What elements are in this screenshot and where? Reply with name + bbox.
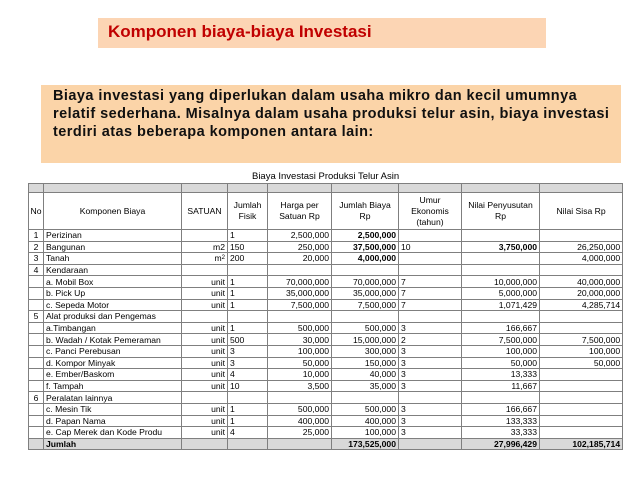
cell-fisik: 1 (228, 230, 268, 242)
cell-no (29, 345, 44, 357)
cell-no (29, 415, 44, 427)
cell-satuan: unit (182, 287, 228, 299)
cell-komponen: c. Sepeda Motor (44, 299, 182, 311)
cell-satuan: unit (182, 403, 228, 415)
cell-satuan: unit (182, 322, 228, 334)
cell-no: 4 (29, 264, 44, 276)
cell-umur: 3 (399, 357, 462, 369)
cell-penyusutan: 11,667 (462, 380, 540, 392)
cell-biaya: 4,000,000 (332, 253, 399, 265)
cell-fisik: 4 (228, 369, 268, 381)
slide-title: Komponen biaya-biaya Investasi (108, 22, 372, 41)
cell-satuan: unit (182, 334, 228, 346)
cell-penyusutan: 166,667 (462, 403, 540, 415)
spacer-row (29, 184, 623, 193)
total-label: Jumlah (44, 438, 182, 450)
cell-satuan: unit (182, 357, 228, 369)
cell-komponen: f. Tampah (44, 380, 182, 392)
cell-komponen: a.Timbangan (44, 322, 182, 334)
superscript: 2 (221, 255, 225, 262)
investment-table-container (28, 171, 622, 450)
cell-harga: 7,500,000 (268, 299, 332, 311)
header-harga: Harga per Satuan Rp (268, 193, 332, 230)
cell-sisa: 7,500,000 (540, 334, 623, 346)
intro-box (41, 85, 621, 163)
cell-penyusutan (462, 253, 540, 265)
cell-satuan: unit (182, 427, 228, 439)
cell-biaya: 40,000 (332, 369, 399, 381)
cell-harga: 500,000 (268, 322, 332, 334)
cell-komponen: b. Pick Up (44, 287, 182, 299)
cell-fisik (228, 264, 268, 276)
cell-komponen: Bangunan (44, 241, 182, 253)
table-row (29, 264, 623, 276)
table-total-row (29, 438, 623, 450)
cell-sisa (540, 322, 623, 334)
cell-satuan (182, 264, 228, 276)
cell-no (29, 369, 44, 381)
cell-sisa (540, 427, 623, 439)
cell-komponen: b. Wadah / Kotak Pemeraman (44, 334, 182, 346)
cell-biaya: 2,500,000 (332, 230, 399, 242)
total-sisa: 102,185,714 (540, 438, 623, 450)
cell-sisa (540, 380, 623, 392)
cell-komponen: a. Mobil Box (44, 276, 182, 288)
cell-fisik: 4 (228, 427, 268, 439)
cell-harga (268, 311, 332, 323)
title-banner (98, 18, 546, 48)
cell-fisik: 1 (228, 299, 268, 311)
cell-biaya: 70,000,000 (332, 276, 399, 288)
cell-umur: 2 (399, 334, 462, 346)
cell-komponen: d. Papan Nama (44, 415, 182, 427)
header-sisa: Nilai Sisa Rp (540, 193, 623, 230)
table-row (29, 357, 623, 369)
cell-biaya (332, 311, 399, 323)
cell-no: 2 (29, 241, 44, 253)
cell-komponen: d. Kompor Minyak (44, 357, 182, 369)
cell-harga (268, 392, 332, 404)
cell-biaya (332, 264, 399, 276)
cell-umur: 3 (399, 415, 462, 427)
cell-sisa (540, 403, 623, 415)
cell-fisik: 1 (228, 276, 268, 288)
cell-no (29, 427, 44, 439)
cell-fisik: 3 (228, 345, 268, 357)
cell-komponen: Alat produksi dan Pengemas (44, 311, 182, 323)
table-row (29, 334, 623, 346)
cell-penyusutan: 10,000,000 (462, 276, 540, 288)
table-caption: Biaya Investasi Produksi Telur Asin (251, 171, 400, 182)
cell-biaya: 400,000 (332, 415, 399, 427)
header-komponen: Komponen Biaya (44, 193, 182, 230)
cell-sisa: 50,000 (540, 357, 623, 369)
table-caption-row (29, 171, 623, 184)
table-row (29, 230, 623, 242)
cell-no (29, 299, 44, 311)
cell-sisa: 4,285,714 (540, 299, 623, 311)
cell-fisik: 1 (228, 415, 268, 427)
table-row (29, 345, 623, 357)
table-row (29, 311, 623, 323)
total-empty-cell (268, 438, 332, 450)
cell-sisa (540, 369, 623, 381)
cell-fisik (228, 392, 268, 404)
cell-penyusutan (462, 392, 540, 404)
cell-satuan (182, 230, 228, 242)
cell-sisa: 40,000,000 (540, 276, 623, 288)
cell-umur: 7 (399, 287, 462, 299)
cell-harga: 2,500,000 (268, 230, 332, 242)
cell-penyusutan: 166,667 (462, 322, 540, 334)
cell-fisik: 200 (228, 253, 268, 265)
cell-umur (399, 253, 462, 265)
cell-penyusutan: 5,000,000 (462, 287, 540, 299)
investment-table (28, 171, 623, 450)
cell-harga: 25,000 (268, 427, 332, 439)
table-row (29, 403, 623, 415)
cell-biaya: 500,000 (332, 322, 399, 334)
table-header-row (29, 193, 623, 230)
header-no: No (29, 193, 44, 230)
cell-penyusutan (462, 230, 540, 242)
cell-fisik: 150 (228, 241, 268, 253)
cell-satuan: unit (182, 369, 228, 381)
cell-fisik: 10 (228, 380, 268, 392)
cell-harga: 20,000 (268, 253, 332, 265)
cell-komponen: Tanah (44, 253, 182, 265)
cell-sisa: 20,000,000 (540, 287, 623, 299)
cell-harga: 35,000,000 (268, 287, 332, 299)
cell-biaya: 500,000 (332, 403, 399, 415)
cell-umur: 3 (399, 369, 462, 381)
cell-harga: 500,000 (268, 403, 332, 415)
cell-satuan: unit (182, 380, 228, 392)
cell-biaya: 150,000 (332, 357, 399, 369)
cell-penyusutan: 3,750,000 (462, 241, 540, 253)
cell-sisa (540, 311, 623, 323)
cell-no: 3 (29, 253, 44, 265)
cell-sisa: 26,250,000 (540, 241, 623, 253)
table-row (29, 369, 623, 381)
table-row (29, 241, 623, 253)
cell-sisa (540, 415, 623, 427)
total-empty-cell (399, 438, 462, 450)
table-row (29, 392, 623, 404)
header-satuan: SATUAN (182, 193, 228, 230)
table-row (29, 299, 623, 311)
cell-sisa (540, 230, 623, 242)
cell-satuan: m2 (182, 241, 228, 253)
cell-penyusutan: 100,000 (462, 345, 540, 357)
cell-penyusutan: 1,071,429 (462, 299, 540, 311)
cell-penyusutan: 133,333 (462, 415, 540, 427)
cell-sisa: 4,000,000 (540, 253, 623, 265)
cell-penyusutan: 50,000 (462, 357, 540, 369)
cell-biaya: 15,000,000 (332, 334, 399, 346)
cell-no (29, 403, 44, 415)
table-row (29, 253, 623, 265)
cell-no: 1 (29, 230, 44, 242)
cell-sisa (540, 392, 623, 404)
cell-umur: 3 (399, 427, 462, 439)
cell-harga: 50,000 (268, 357, 332, 369)
table-row (29, 322, 623, 334)
cell-no (29, 322, 44, 334)
cell-biaya: 100,000 (332, 427, 399, 439)
total-empty-cell (29, 438, 44, 450)
cell-fisik: 1 (228, 403, 268, 415)
cell-harga: 400,000 (268, 415, 332, 427)
table-row (29, 427, 623, 439)
table-row (29, 380, 623, 392)
cell-umur (399, 311, 462, 323)
cell-umur: 3 (399, 345, 462, 357)
cell-komponen: e. Cap Merek dan Kode Produ (44, 427, 182, 439)
cell-umur (399, 392, 462, 404)
cell-penyusutan (462, 311, 540, 323)
table-row (29, 415, 623, 427)
cell-sisa: 100,000 (540, 345, 623, 357)
cell-komponen: c. Panci Perebusan (44, 345, 182, 357)
cell-umur: 7 (399, 276, 462, 288)
cell-komponen: Perizinan (44, 230, 182, 242)
cell-umur (399, 264, 462, 276)
cell-harga: 70,000,000 (268, 276, 332, 288)
cell-komponen: Kendaraan (44, 264, 182, 276)
cell-penyusutan (462, 264, 540, 276)
cell-umur: 10 (399, 241, 462, 253)
cell-no (29, 357, 44, 369)
cell-penyusutan: 13,333 (462, 369, 540, 381)
intro-text: Biaya investasi yang diperlukan dalam usaha mikro dan kecil umumnya relatif sederhana. Misalnya dalam usaha produksi telur asin, biaya investasi terdiri atas beberapa komponen antara lain: (53, 88, 610, 140)
total-empty-cell (228, 438, 268, 450)
cell-umur: 7 (399, 299, 462, 311)
cell-umur: 3 (399, 322, 462, 334)
cell-harga: 250,000 (268, 241, 332, 253)
cell-harga: 100,000 (268, 345, 332, 357)
cell-fisik (228, 311, 268, 323)
cell-no (29, 287, 44, 299)
cell-biaya: 37,500,000 (332, 241, 399, 253)
cell-harga: 3,500 (268, 380, 332, 392)
cell-satuan (182, 311, 228, 323)
table-row (29, 287, 623, 299)
cell-fisik: 3 (228, 357, 268, 369)
cell-satuan: unit (182, 276, 228, 288)
table-row (29, 276, 623, 288)
cell-biaya: 35,000 (332, 380, 399, 392)
cell-biaya: 300,000 (332, 345, 399, 357)
cell-umur (399, 230, 462, 242)
cell-harga: 30,000 (268, 334, 332, 346)
cell-harga (268, 264, 332, 276)
cell-no (29, 276, 44, 288)
cell-no (29, 334, 44, 346)
cell-fisik: 500 (228, 334, 268, 346)
cell-komponen: Peralatan lainnya (44, 392, 182, 404)
header-jumlah-fisik: Jumlah Fisik (228, 193, 268, 230)
total-susut: 27,996,429 (462, 438, 540, 450)
cell-no (29, 380, 44, 392)
cell-penyusutan: 33,333 (462, 427, 540, 439)
header-umur: Umur Ekonomis (tahun) (399, 193, 462, 230)
cell-biaya (332, 392, 399, 404)
cell-no: 6 (29, 392, 44, 404)
total-biaya: 173,525,000 (332, 438, 399, 450)
cell-fisik: 1 (228, 287, 268, 299)
header-jumlah-biaya: Jumlah Biaya Rp (332, 193, 399, 230)
cell-penyusutan: 7,500,000 (462, 334, 540, 346)
cell-biaya: 7,500,000 (332, 299, 399, 311)
total-empty-cell (182, 438, 228, 450)
cell-satuan: $m^2$ (182, 253, 228, 265)
header-penyusutan: Nilai Penyusutan Rp (462, 193, 540, 230)
cell-fisik: 1 (228, 322, 268, 334)
cell-no: 5 (29, 311, 44, 323)
cell-komponen: e. Ember/Baskom (44, 369, 182, 381)
cell-biaya: 35,000,000 (332, 287, 399, 299)
cell-umur: 3 (399, 403, 462, 415)
cell-satuan (182, 392, 228, 404)
cell-harga: 10,000 (268, 369, 332, 381)
cell-umur: 3 (399, 380, 462, 392)
cell-satuan: unit (182, 415, 228, 427)
cell-komponen: c. Mesin Tik (44, 403, 182, 415)
cell-sisa (540, 264, 623, 276)
cell-satuan: unit (182, 299, 228, 311)
cell-satuan: unit (182, 345, 228, 357)
